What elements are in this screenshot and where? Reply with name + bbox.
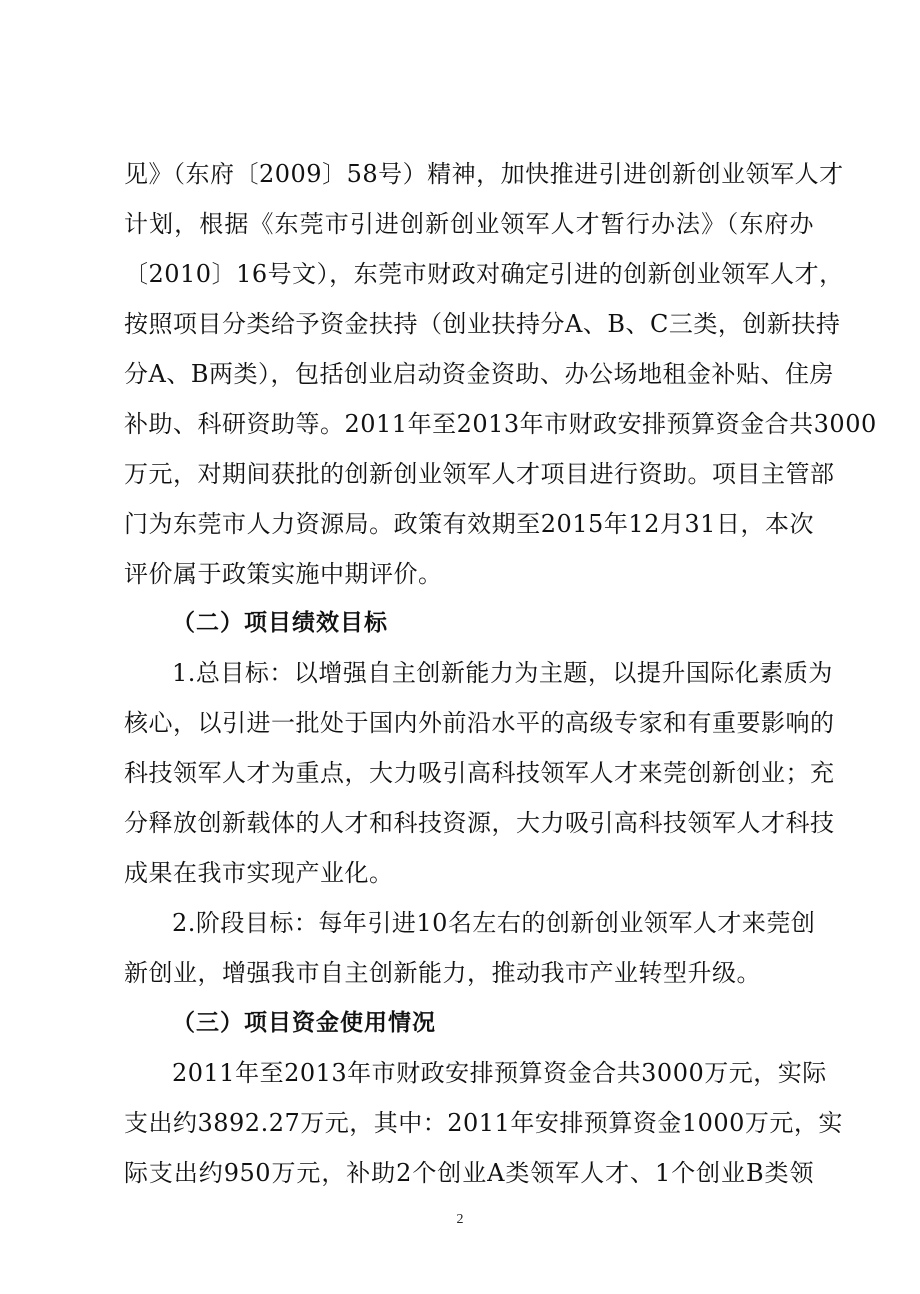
goal-line-1: 1.总目标：以增强自主创新能力为主题，以提升国际化素质为 — [172, 659, 833, 687]
body-line-9: 评价属于政策实施中期评价。 — [124, 560, 443, 588]
page-number: 2 — [456, 1212, 464, 1227]
goal-line-5: 成果在我市实现产业化。 — [124, 859, 394, 887]
body-line-3: 〔2010〕16号文），东莞市财政对确定引进的创新创业领军人才， — [124, 260, 844, 288]
goal-line-2: 核心，以引进一批处于国内外前沿水平的高级专家和有重要影响的 — [124, 709, 835, 737]
goal-line-6: 2.阶段目标：每年引进10名左右的创新创业领军人才来莞创 — [172, 909, 816, 937]
section-heading-performance-goals: （二）项目绩效目标 — [172, 610, 388, 636]
body-line-2: 计划，根据《东莞市引进创新创业领军人才暂行办法》（东府办 — [124, 210, 814, 238]
body-line-7: 万元，对期间获批的创新创业领军人才项目进行资助。项目主管部 — [124, 460, 835, 488]
fund-line-3: 际支出约950万元，补助2个创业A类领军人才、1个创业B类领 — [124, 1159, 814, 1187]
fund-line-2: 支出约3892.27万元，其中：2011年安排预算资金1000万元，实 — [124, 1109, 843, 1137]
goal-line-7: 新创业，增强我市自主创新能力，推动我市产业转型升级。 — [124, 959, 761, 987]
goal-line-4: 分释放创新载体的人才和科技资源，大力吸引高科技领军人才科技 — [124, 809, 835, 837]
goal-line-3: 科技领军人才为重点，大力吸引高科技领军人才来莞创新创业；充 — [124, 759, 835, 787]
body-line-4: 按照项目分类给予资金扶持（创业扶持分A、B、C三类，创新扶持 — [124, 310, 841, 338]
body-line-5: 分A、B两类），包括创业启动资金资助、办公场地租金补贴、住房 — [124, 360, 834, 388]
section-heading-fund-usage: （三）项目资金使用情况 — [172, 1010, 436, 1036]
body-line-6: 补助、科研资助等。2011年至2013年市财政安排预算资金合共3000 — [124, 410, 877, 438]
fund-line-1: 2011年至2013年市财政安排预算资金合共3000万元，实际 — [172, 1059, 827, 1087]
body-line-1: 见》（东府〔2009〕58号）精神，加快推进引进创新创业领军人才 — [124, 160, 844, 188]
body-line-8: 门为东莞市人力资源局。政策有效期至2015年12月31日，本次 — [124, 510, 814, 538]
